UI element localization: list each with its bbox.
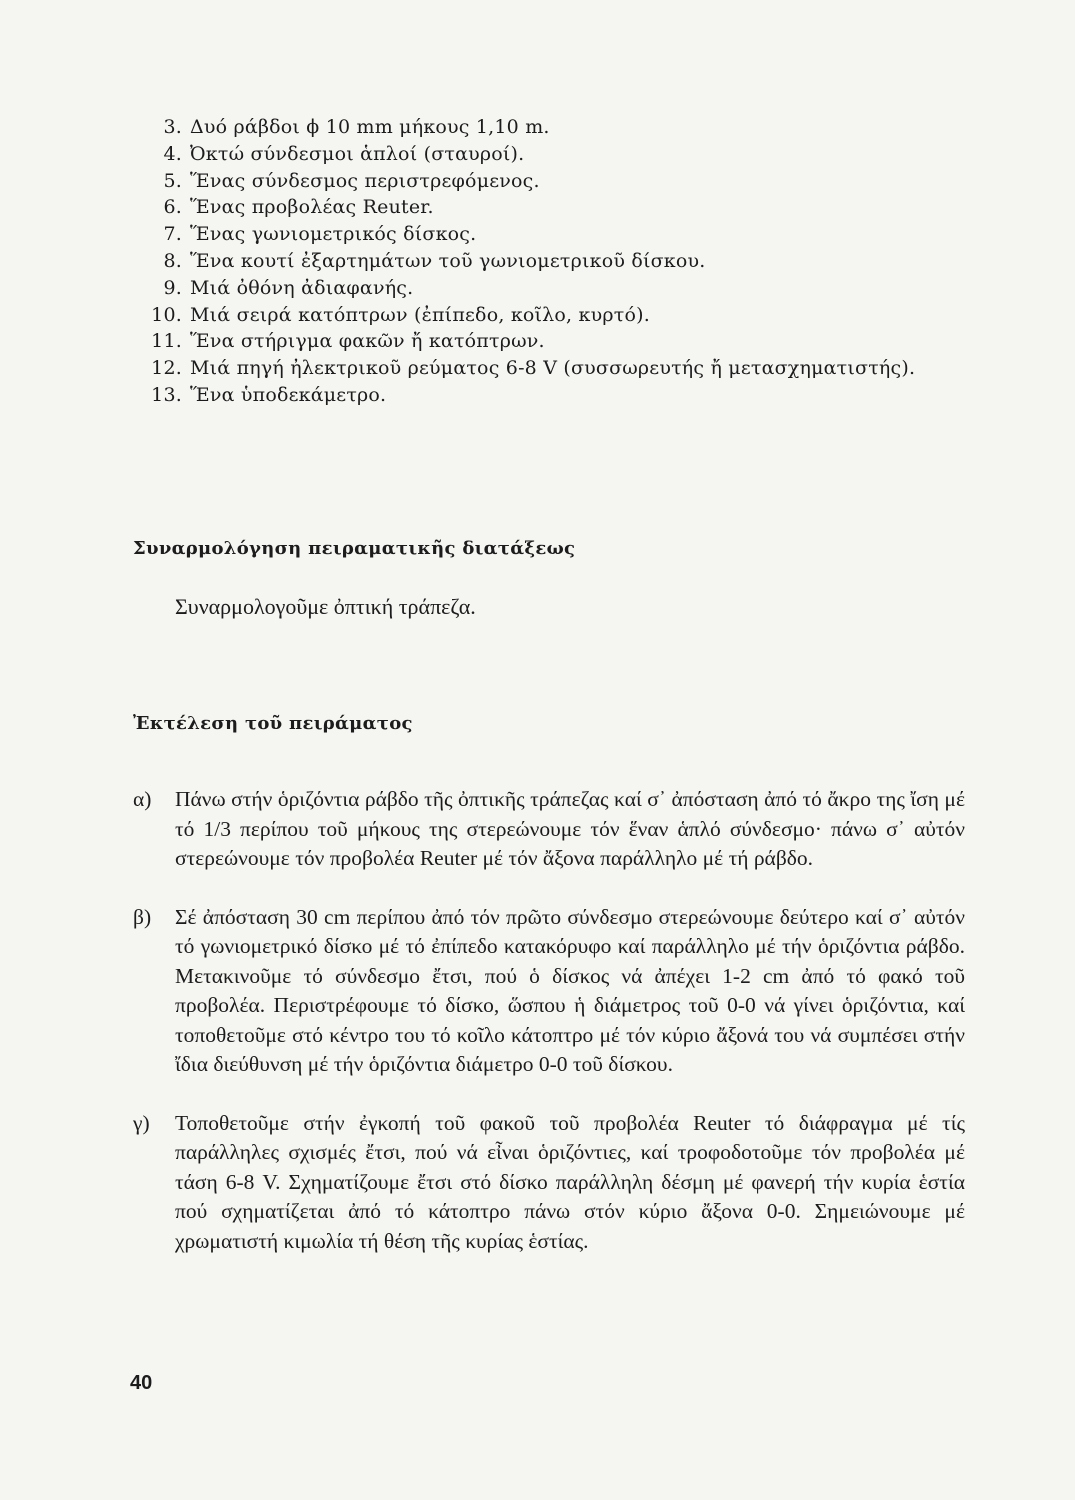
item-text: Ὀκτώ σύνδεσμοι ἁπλοί (σταυροί).: [190, 142, 525, 165]
item-number: 11.: [151, 330, 182, 353]
list-item: [140, 194, 1000, 221]
item-number: 12.: [151, 357, 182, 380]
list-item: [140, 114, 1000, 141]
item-text: Δυό ράβδοι ϕ 10 mm μήκους 1,10 m.: [190, 116, 550, 138]
list-item: [140, 221, 1000, 248]
item-text: Ἕνα κουτί ἐξαρτημάτων τοῦ γωνιομετρικοῦ δίσκου.: [190, 249, 706, 272]
step-text: Σέ ἀπόσταση 30 cm περίπου ἀπό τόν πρῶτο σύνδεσμο στερεώνουμε δεύτερο καί σ᾽ αὐτόν τό γωνιομετρικό δίσκο μέ τό ἐπίπεδο κατακόρυφο καί παράλληλο μέ τήν ὁριζόντια ράβδο. Μετακινοῦμε τό σύνδεσμο ἔτσι, πού ὁ δίσκος νά ἀπέχει 1-2 cm ἀπό τό φακό τοῦ προβολέα. Περιστρέφουμε τό δίσκο, ὥσπου ἡ διάμετρος τοῦ 0-0 νά γίνει ὁριζόντια, καί τοποθετοῦμε στό κέντρο του τό κοῖλο κάτοπτρο μέ τόν κύριο ἄξονά του νά συμπέσει στήν ἴδια διεύθυνση μέ τήν ὁριζόντια διάμετρο 0-0 τοῦ δίσκου.: [175, 904, 965, 1076]
item-number: 4.: [163, 142, 182, 165]
item-number: 6.: [163, 196, 182, 219]
item-text: Ἕνα ὑποδεκάμετρο.: [190, 383, 387, 406]
step-item: [133, 785, 965, 874]
page-number: 40: [130, 1372, 153, 1394]
list-item: [140, 328, 1000, 355]
list-item: [140, 275, 1000, 302]
list-item: [140, 168, 1000, 195]
step-label: β): [133, 904, 152, 929]
step-label: α): [133, 787, 152, 811]
list-item: [140, 141, 1000, 168]
execution-steps: [133, 785, 965, 1285]
item-text: Μιά πηγή ἠλεκτρικοῦ ρεύματος 6-8 V (συσσωρευτής ἤ μετασχηματιστής).: [190, 357, 916, 380]
item-number: 8.: [163, 249, 182, 272]
item-number: 7.: [163, 223, 182, 246]
item-text: Ἕνας σύνδεσμος περιστρεφόμενος.: [190, 169, 540, 192]
item-text: Μιά σειρά κατόπτρων (ἐπίπεδο, κοῖλο, κυρτό).: [190, 303, 650, 326]
item-text: Μιά ὀθόνη ἀδιαφανής.: [190, 276, 414, 299]
list-item: [140, 248, 1000, 275]
item-text: Ἕνας γωνιομετρικός δίσκος.: [190, 223, 477, 246]
execution-heading: Ἐκτέλεση τοῦ πειράματος: [133, 713, 413, 734]
item-text: Ἕνα στήριγμα φακῶν ἤ κατόπτρων.: [190, 330, 545, 353]
equipment-list: [140, 114, 1000, 409]
item-number: 3.: [163, 116, 182, 138]
step-item: [133, 1109, 965, 1257]
item-number: 9.: [163, 276, 182, 299]
step-text: Πάνω στήν ὁριζόντια ράβδο τῆς ὀπτικῆς τράπεζας καί σ᾽ ἀπόσταση ἀπό τό ἄκρο της ἴση μέ τό 1/3 περίπου τοῦ μήκους της στερεώνουμε τόν ἕναν ἁπλό σύνδεσμο· πάνω σ᾽ αὐτόν στερεώνουμε τόν προβολέα Reuter μέ τόν ἄξονα παράλληλο μέ τή ράβδο.: [175, 787, 965, 870]
step-text: Τοποθετοῦμε στήν ἐγκοπή τοῦ φακοῦ τοῦ προβολέα Reuter τό διάφραγμα μέ τίς παράλληλες σχισμές ἔτσι, πού νά εἶναι ὁριζόντιες, καί τροφοδοτοῦμε τόν προβολέα μέ τάση 6-8 V. Σχηματίζουμε ἔτσι στό δίσκο παράλληλη δέσμη μέ φανερή τήν κυρία ἑστία πού σχηματίζεται ἀπό τό κάτοπτρο πάνω στόν κύριο ἄξονα 0-0. Σημειώνουμε μέ χρωματιστή κιμωλία τή θέση τῆς κυρίας ἑστίας.: [175, 1110, 965, 1253]
step-label: γ): [133, 1110, 150, 1135]
item-number: 13.: [151, 383, 182, 406]
item-text: Ἕνας προβολέας Reuter.: [190, 196, 434, 219]
list-item: [140, 302, 1000, 329]
list-item: [140, 382, 1000, 409]
item-number: 5.: [163, 169, 182, 192]
list-item: [140, 355, 1000, 382]
item-number: 10.: [151, 303, 182, 326]
assembly-heading: Συναρμολόγηση πειραματικῆς διατάξεως: [133, 538, 576, 559]
assembly-text: Συναρμολογοῦμε ὀπτική τράπεζα.: [175, 594, 476, 619]
step-item: [133, 903, 965, 1080]
